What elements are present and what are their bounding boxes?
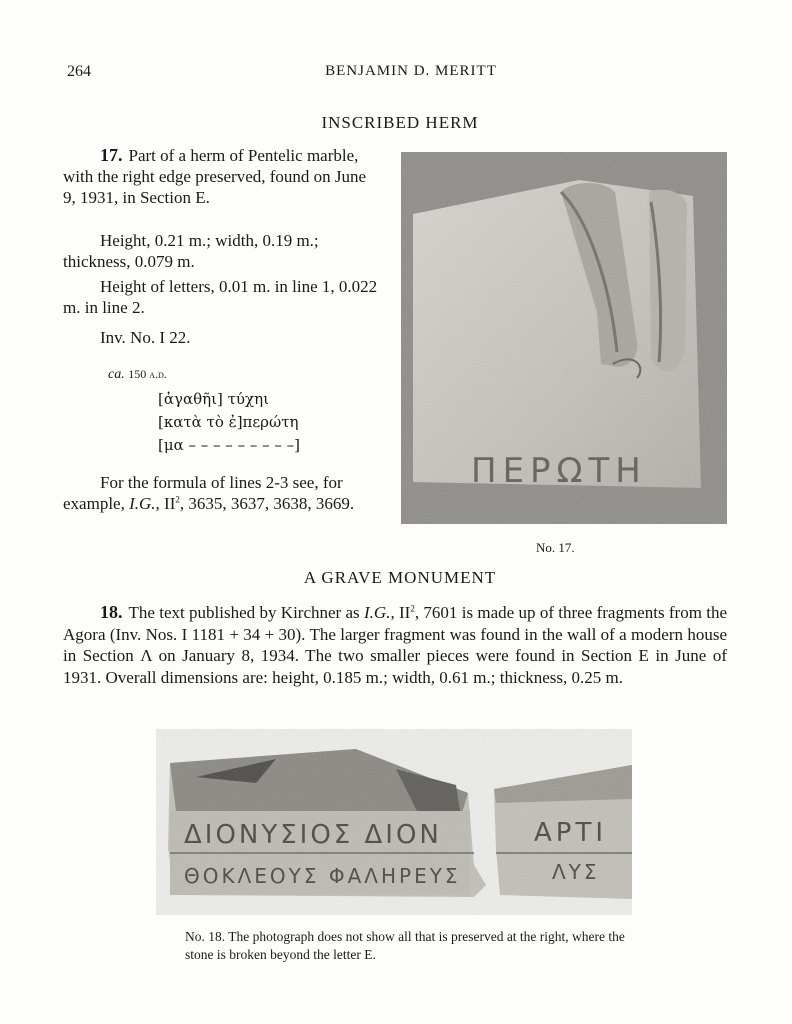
herm-inscription: ΠΕΡΩΤΗ <box>471 451 647 491</box>
entry-17-dimensions: Height, 0.21 m.; width, 0.19 m.; thickness, 0.079 m. <box>63 231 319 271</box>
entry-number: 18. <box>100 602 123 622</box>
page-number: 264 <box>67 63 91 80</box>
greek-line-1: [ἀγαθῆι] τύχηι <box>158 390 269 408</box>
section-heading-grave: A GRAVE MONUMENT <box>303 568 497 587</box>
photo-caption-18: No. 18. The photograph does not show all that is preserved at the right, where the stone is broken beyond the letter E. <box>185 929 625 962</box>
grave-inscription-line-2b: ΛΥΣ <box>552 860 600 884</box>
herm-photograph <box>401 152 727 524</box>
grave-inscription-line-1: ΔΙΟΝΥΣΙΟΣ ΔΙΟΝ <box>184 820 442 850</box>
entry-number: 17. <box>100 145 123 165</box>
grave-inscription-line-2: ΘΟΚΛΕΟΥΣ ΦΑΛΗΡΕΥΣ <box>184 864 461 888</box>
entry-17-description: 17. Part of a herm of Pentelic marble, with the right edge preserved, found on June 9, 1931, in Section E. <box>63 145 367 207</box>
date-line: ca. 150 a.d. <box>108 367 167 382</box>
grave-monument-photograph <box>156 729 632 915</box>
greek-line-3: [μα – – – – – – – – –] <box>158 436 300 454</box>
entry-17-letter-height: Height of letters, 0.01 m. in line 1, 0.022 m. in line 2. <box>63 277 378 317</box>
entry-18-text: 18. The text published by Kirchner as I.G., $II^2$, 7601 is made up of three fragments from the Agora (Inv. Nos. I 1181 + 34 + 30). The larger fragment was found in the wall of a modern house in Section Λ on January 8, 1934. The two smaller pieces were found in Section E in June of 1931. Overall dimensions are: height, 0.185 m.; width, 0.61 m.; thickness, 0.25 m. <box>63 602 728 687</box>
photo-caption-17: No. 17. <box>536 540 575 555</box>
greek-line-2: [κατὰ τὸ ἐ]περώτη <box>158 413 299 431</box>
grave-inscription-line-1b: ΑΡΤΙ <box>534 818 608 848</box>
running-title: BENJAMIN D. MERITT <box>325 63 497 79</box>
entry-17-formula: For the formula of lines 2-3 see, for example, I.G., $II^2$, 3635, 3637, 3638, 3669. <box>63 473 355 513</box>
section-heading-herm: INSCRIBED HERM <box>321 113 479 132</box>
entry-17-inventory: Inv. No. I 22. <box>100 328 191 347</box>
